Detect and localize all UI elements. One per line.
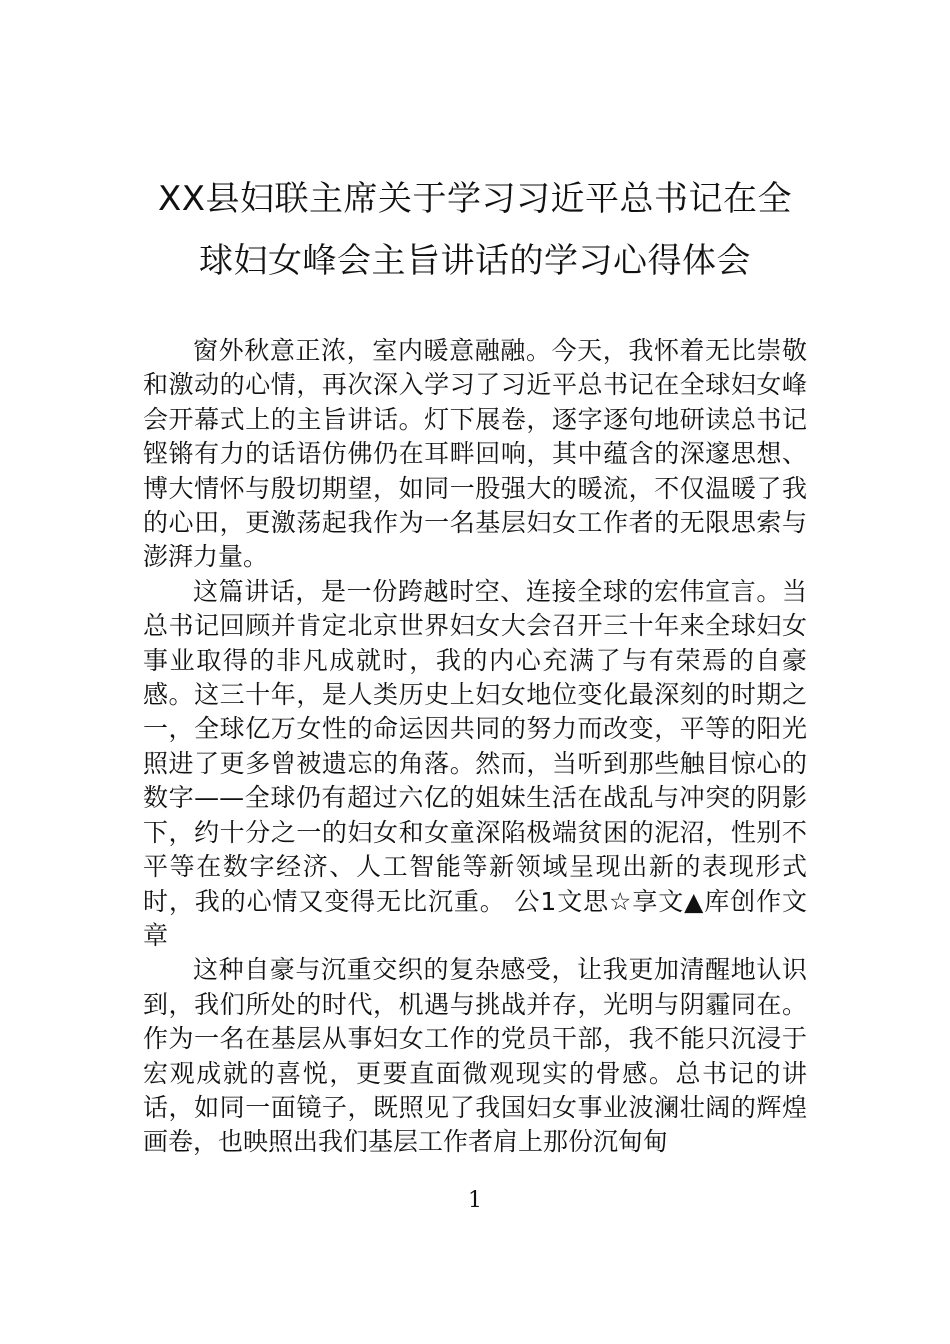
paragraph-3: 这种自豪与沉重交织的复杂感受，让我更加清醒地认识到，我们所处的时代，机遇与挑战并存，光明与阴霾同在。作为一名在基层从事妇女工作的党员干部，我不能只沉浸于宏观成就的喜悦，更要直面微观现实的骨感。总书记的讲话，如同一面镜子，既照见了我国妇女事业波澜壮阔的辉煌画卷，也映照出我们基层工作者肩上那份沉甸甸 [143, 955, 807, 1157]
title-line-1: XX县妇联主席关于学习习近平总书记在全 [157, 179, 793, 219]
paragraph-1: 窗外秋意正浓，室内暖意融融。今天，我怀着无比崇敬和激动的心情，再次深入学习了习近平总书记在全球妇女峰会开幕式上的主旨讲话。灯下展卷，逐字逐句地研读总书记铿锵有力的话语仿佛仍在耳畔回响，其中蕴含的深邃思想、博大情怀与殷切期望，如同一股强大的暖流，不仅温暖了我的心田，更激荡起我作为一名基层妇女工作者的无限思索与澎湃力量。 [143, 336, 807, 572]
title-line-2: 球妇女峰会主旨讲话的学习心得体会 [199, 241, 751, 281]
document-title [140, 168, 810, 292]
document-body [143, 334, 807, 1160]
page-number: 1 [468, 1188, 482, 1213]
paragraph-2: 这篇讲话，是一份跨越时空、连接全球的宏伟宣言。当总书记回顾并肯定北京世界妇女大会召开三十年来全球妇女事业取得的非凡成就时，我的内心充满了与有荣焉的自豪感。这三十年，是人类历史上妇女地位变化最深刻的时期之一，全球亿万女性的命运因共同的努力而改变，平等的阳光照进了更多曾被遗忘的角落。然而，当听到那些触目惊心的数字——全球仍有超过六亿的姐妹生活在战乱与冲突的阴影下，约十分之一的妇女和女童深陷极端贫困的泥沼，性别不平等在数字经济、人工智能等新领域呈现出新的表现形式时，我的心情又变得无比沉重。 公1文思☆享文▲库创作文章 [143, 576, 807, 950]
